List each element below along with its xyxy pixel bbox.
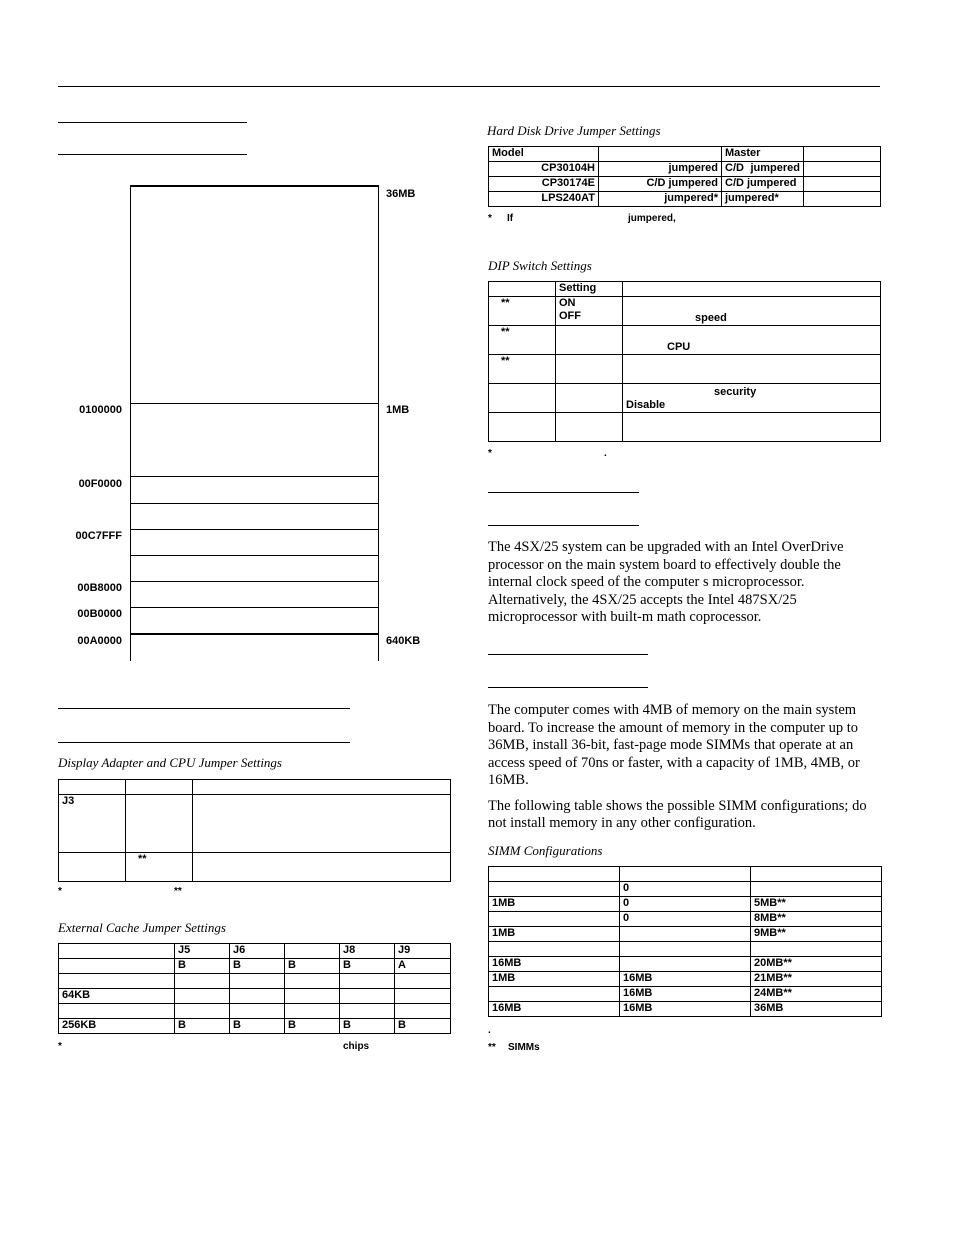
table-header xyxy=(59,944,175,959)
table-cell xyxy=(751,882,882,897)
memory-region xyxy=(130,581,379,608)
table-cell xyxy=(620,927,751,942)
cache-caption: External Cache Jumper Settings xyxy=(58,920,226,935)
memory-region xyxy=(130,476,379,504)
paragraph: The following table shows the possible SIMM configurations; do not install memory in any other configuration. xyxy=(488,797,867,831)
table-row xyxy=(489,957,882,972)
table-cell xyxy=(395,1004,451,1019)
heading-rule xyxy=(58,708,350,709)
table-header xyxy=(599,147,722,162)
table-row xyxy=(489,867,882,882)
footnote-mark: . xyxy=(488,1025,491,1036)
table-row xyxy=(489,927,882,942)
table-cell xyxy=(620,957,751,972)
heading-rule xyxy=(488,525,639,526)
table-cell-text: CP30174E xyxy=(541,177,595,189)
table-header-row xyxy=(489,147,881,162)
table-cell: Disable xyxy=(626,399,666,411)
memory-address-label: 00A0000 xyxy=(77,635,122,647)
memory-region xyxy=(130,529,379,556)
table-cell: 16MB xyxy=(620,987,751,1002)
table-cell xyxy=(340,1004,395,1019)
footnote-word: jumpered, xyxy=(628,213,676,224)
table-row xyxy=(489,942,882,957)
heading-rule xyxy=(488,687,648,688)
table-cell: B xyxy=(285,959,340,974)
table-cell xyxy=(285,974,340,989)
table-cell-text: C/D jumpered xyxy=(725,177,797,189)
table-cell: 16MB xyxy=(620,972,751,987)
table-header: J5 xyxy=(175,944,230,959)
table-cell xyxy=(230,989,285,1004)
table-cell: 1MB xyxy=(489,927,620,942)
footnote-word: SIMMs xyxy=(508,1042,540,1053)
footnote-word: If xyxy=(507,213,514,224)
memory-region-base xyxy=(130,633,379,661)
table-cell: 1MB xyxy=(489,972,620,987)
table-cell xyxy=(395,989,451,1004)
table-row xyxy=(59,1019,451,1034)
table-cell: OFF xyxy=(559,310,581,322)
table-cell-text: jumpered* xyxy=(664,192,718,204)
simm-caption: SIMM Configurations xyxy=(488,843,603,858)
table-cell: 16MB xyxy=(489,1002,620,1017)
memory-region-extended xyxy=(130,185,379,405)
memory-region xyxy=(130,607,379,634)
table-cell xyxy=(489,192,599,207)
table-cell-text: jumpered* xyxy=(725,192,779,204)
table-header: J6 xyxy=(230,944,285,959)
heading-rule xyxy=(58,122,247,123)
table-cell xyxy=(489,177,599,192)
footnote-mark: ** xyxy=(174,886,182,897)
table-cell: 8MB** xyxy=(751,912,882,927)
table-cell xyxy=(489,162,599,177)
table-row xyxy=(489,987,882,1002)
table-cell-text: CP30104H xyxy=(541,162,595,174)
table-cell: B xyxy=(230,1019,285,1034)
table-cell xyxy=(175,989,230,1004)
table-cell: ** xyxy=(489,326,556,355)
table-cell-text: jumpered xyxy=(750,162,800,174)
memory-address-label: 00B8000 xyxy=(77,582,122,594)
cache-table xyxy=(58,943,451,1034)
footnote-mark: * xyxy=(488,213,492,224)
table-cell xyxy=(285,989,340,1004)
memory-region xyxy=(130,403,379,477)
table-cell: 24MB** xyxy=(751,987,882,1002)
table-row xyxy=(59,1004,451,1019)
table-row xyxy=(489,882,882,897)
heading-rule xyxy=(488,492,639,493)
table-row xyxy=(59,959,451,974)
table-cell xyxy=(722,162,804,177)
paragraph: The computer comes with 4MB of memory on the main system board. To increase the amount of memory in the computer up to 36MB, install 36-bit, fast-page mode SIMMs that operate at an access speed of 70ns or faster, with a capacity of 1MB, 4MB, or 16MB. xyxy=(488,702,860,788)
table-cell: ON xyxy=(559,297,576,309)
table-cell xyxy=(395,974,451,989)
table-cell: 0 xyxy=(620,897,751,912)
table-cell-text: jumpered xyxy=(668,162,718,174)
table-cell: B xyxy=(175,1019,230,1034)
table-header: J8 xyxy=(340,944,395,959)
table-cell: 16MB xyxy=(489,957,620,972)
footnote-mark: ** xyxy=(488,1042,496,1053)
table-cell xyxy=(620,867,751,882)
memory-paragraphs xyxy=(488,702,883,833)
table-cell: 256KB xyxy=(59,1019,175,1034)
table-header xyxy=(285,944,340,959)
memory-size-label: 1MB xyxy=(386,404,410,416)
table-row xyxy=(489,972,882,987)
table-cell xyxy=(175,974,230,989)
page-top-rule xyxy=(58,86,880,87)
table-header: Master xyxy=(722,147,804,162)
table-header: J9 xyxy=(395,944,451,959)
table-cell: B xyxy=(175,959,230,974)
simm-table xyxy=(488,866,882,1017)
table-cell-text: C/D jumpered xyxy=(646,177,718,189)
memory-region xyxy=(130,503,379,530)
table-header: Model xyxy=(489,147,599,162)
table-cell: 21MB** xyxy=(751,972,882,987)
memory-region xyxy=(130,555,379,582)
table-cell xyxy=(340,989,395,1004)
table-cell xyxy=(489,987,620,1002)
table-cell xyxy=(722,177,804,192)
table-cell xyxy=(489,942,620,957)
table-cell xyxy=(804,162,881,177)
table-cell xyxy=(340,974,395,989)
memory-address-label: 00C7FFF xyxy=(75,530,122,542)
table-cell: security xyxy=(714,386,757,398)
dip-caption: DIP Switch Settings xyxy=(488,258,592,273)
table-cell: 64KB xyxy=(59,989,175,1004)
table-cell xyxy=(599,177,722,192)
hdd-caption: Hard Disk Drive Jumper Settings xyxy=(487,123,661,138)
table-cell xyxy=(59,974,175,989)
table-cell xyxy=(230,1004,285,1019)
table-cell: CPU xyxy=(667,341,691,353)
table-cell: ** xyxy=(126,853,193,882)
table-header xyxy=(804,147,881,162)
table-cell: B xyxy=(285,1019,340,1034)
table-cell: 20MB** xyxy=(751,957,882,972)
table-cell: 0 xyxy=(620,882,751,897)
footnote-mark: . xyxy=(604,448,607,459)
table-cell xyxy=(489,912,620,927)
table-cell xyxy=(804,177,881,192)
memory-size-label: 36MB xyxy=(386,188,416,200)
table-cell xyxy=(751,867,882,882)
table-header-row xyxy=(59,944,451,959)
table-cell xyxy=(489,882,620,897)
table-row xyxy=(59,989,451,1004)
hdd-table xyxy=(488,146,881,207)
table-header: Setting xyxy=(556,282,623,297)
table-row xyxy=(489,1002,882,1017)
table-cell: speed xyxy=(695,312,727,324)
table-cell-text: C/D xyxy=(725,162,744,174)
memory-address-label: 0100000 xyxy=(79,404,122,416)
footnote-mark: * xyxy=(58,1041,62,1052)
table-cell: 16MB xyxy=(620,1002,751,1017)
display-cpu-table xyxy=(58,779,451,882)
table-cell: B xyxy=(340,959,395,974)
table-row xyxy=(489,162,881,177)
table-row xyxy=(489,192,881,207)
heading-rule xyxy=(58,154,247,155)
table-cell xyxy=(59,1004,175,1019)
table-row xyxy=(489,177,881,192)
table-cell: 36MB xyxy=(751,1002,882,1017)
table-cell xyxy=(599,162,722,177)
footnote-word: chips xyxy=(343,1041,370,1052)
table-cell xyxy=(620,942,751,957)
table-cell: 0 xyxy=(620,912,751,927)
paragraph: The 4SX/25 system can be upgraded with an Intel OverDrive processor on the main system board to effectively double the internal clock speed of the computer s microprocessor. Alternatively, the 4SX/25 accepts the Intel 487SX/25 microprocessor with built-m math coprocessor. xyxy=(488,539,844,625)
table-cell: B xyxy=(395,1019,451,1034)
table-cell: J3 xyxy=(59,795,126,853)
table-cell xyxy=(804,192,881,207)
footnote-mark: * xyxy=(488,448,492,459)
table-row xyxy=(489,897,882,912)
memory-address-label: 00B0000 xyxy=(77,608,122,620)
table-cell: ** xyxy=(489,297,556,326)
table-cell xyxy=(751,942,882,957)
table-cell: B xyxy=(340,1019,395,1034)
table-cell xyxy=(285,1004,340,1019)
table-cell: 1MB xyxy=(489,897,620,912)
table-cell: A xyxy=(395,959,451,974)
heading-rule xyxy=(58,742,350,743)
footnote-mark: * xyxy=(58,886,62,897)
table-cell xyxy=(722,192,804,207)
table-row xyxy=(59,974,451,989)
table-cell xyxy=(489,867,620,882)
memory-size-label: 640KB xyxy=(386,635,421,647)
display-cpu-caption: Display Adapter and CPU Jumper Settings xyxy=(58,755,282,770)
table-cell-text: LPS240AT xyxy=(541,192,595,204)
heading-rule xyxy=(488,654,648,655)
table-cell: 5MB** xyxy=(751,897,882,912)
table-cell: ** xyxy=(489,355,556,384)
table-cell xyxy=(230,974,285,989)
table-cell xyxy=(599,192,722,207)
table-row xyxy=(489,912,882,927)
table-cell: 9MB** xyxy=(751,927,882,942)
overdrive-paragraph xyxy=(488,539,883,627)
table-cell xyxy=(59,959,175,974)
table-cell: B xyxy=(230,959,285,974)
memory-address-label: 00F0000 xyxy=(78,478,122,490)
table-cell xyxy=(175,1004,230,1019)
dip-table xyxy=(488,281,881,442)
